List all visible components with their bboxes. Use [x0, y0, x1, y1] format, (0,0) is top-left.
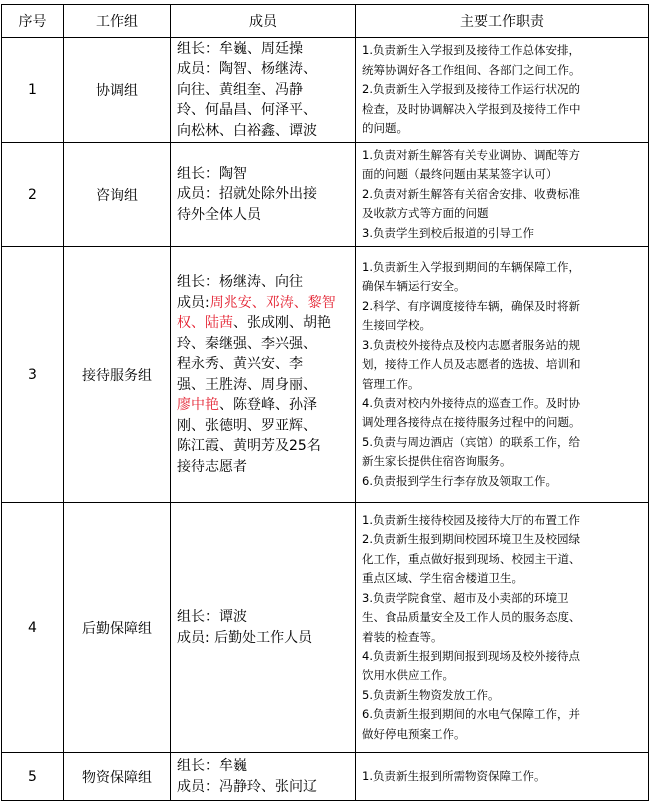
duty-line: 划，接待工作人员及志愿者的选拔、培训和	[362, 357, 581, 372]
member-text: 强、王胜涛、周身丽、	[177, 376, 317, 393]
member-line	[177, 205, 351, 226]
member-line	[177, 313, 351, 334]
member-text: 成员：冯静玲、张问辽	[177, 778, 317, 795]
member-text: 陈江霞、黄明芳及25名	[177, 438, 321, 454]
duty-line: 调处理各接待点在接待服务过程中的问题。	[362, 415, 581, 430]
member-line	[177, 39, 351, 60]
duty-line: 2.负责新生报到期间校园环境卫生及校园绿	[362, 532, 580, 547]
duty-line: 1.负责新生报到所需物资保障工作。	[362, 768, 546, 783]
duty-line: 4.负责新生报到期间报到现场及校外接待点	[362, 648, 580, 663]
cell-duties	[356, 247, 649, 503]
member-text: 程永秀、黄兴安、李	[177, 356, 303, 372]
member-text: 组长：杨继涛、向往	[177, 274, 303, 290]
member-text: 、张成刚、胡艳	[233, 315, 331, 331]
cell-group: 物资保障组	[64, 753, 171, 801]
member-line	[177, 100, 351, 121]
duty-line: 6.负责报到学生行李存放及领取工作。	[362, 473, 557, 488]
member-line	[177, 416, 351, 437]
cell-no: 3	[2, 247, 64, 503]
cell-members	[171, 247, 356, 503]
duty-line: 3.负责学院食堂、超市及小卖部的环境卫	[362, 590, 569, 605]
cell-duties	[356, 143, 649, 247]
member-line	[177, 80, 351, 101]
duty-line: 5.负责新生物资发放工作。	[362, 687, 500, 702]
duty-line: 检查，及时协调解决入学报到及接待工作中	[362, 101, 581, 116]
table-row	[2, 247, 649, 503]
duty-line: 2.负责新生入学报到及接待工作运行状况的	[362, 82, 580, 97]
duty-line: 管理工作。	[362, 376, 420, 391]
cell-members	[171, 503, 356, 753]
duty-line: 及收款方式等方面的问题	[362, 206, 489, 221]
member-text: 成员：陶智、杨继涛、	[177, 61, 317, 78]
member-text: 成员: 后勤处工作人员	[177, 629, 313, 646]
cell-group: 咨询组	[64, 143, 171, 247]
duty-line: 统筹协调好各工作组间、各部门之间工作。	[362, 62, 581, 77]
duty-line: 的问题。	[362, 121, 408, 136]
duty-line: 4.负责对校内外接待点的巡查工作。及时协	[362, 395, 580, 410]
member-line	[177, 395, 351, 416]
member-text: 刚、张德明、罗亚辉、	[177, 417, 317, 434]
member-line	[177, 457, 351, 478]
duty-line: 饮用水供应工作。	[362, 668, 454, 683]
member-line	[177, 436, 351, 457]
member-line	[177, 756, 351, 777]
cell-duties	[356, 38, 649, 143]
member-name-highlighted: 周兆安、邓涛、黎智	[209, 294, 336, 311]
duty-line: 3.负责校外接待点及校内志愿者服务站的规	[362, 337, 580, 352]
duty-line: 确保车辆运行安全。	[362, 279, 466, 294]
cell-duties	[356, 753, 649, 801]
member-line	[177, 375, 351, 396]
member-line	[177, 293, 351, 314]
member-text: 玲、何晶昌、何泽平、	[177, 102, 317, 119]
member-text: 组长：牟巍、周廷操	[177, 40, 303, 57]
member-line	[177, 272, 351, 293]
cell-no: 5	[2, 753, 64, 801]
duty-line: 生接回学校。	[362, 318, 431, 333]
work-group-table	[1, 4, 649, 801]
duty-line: 生、食品质量安全及工作人员的服务态度、	[362, 610, 581, 625]
duty-line: 1.负责对新生解答有关专业调协、调配等方	[362, 147, 580, 162]
header-no: 序号	[2, 5, 64, 38]
member-line	[177, 184, 351, 205]
member-line	[177, 628, 351, 649]
member-text: 待外全体人员	[177, 206, 261, 223]
duty-line: 3.负责学生到校后报道的引导工作	[362, 225, 534, 240]
member-text: 玲、秦继强、李兴强、	[177, 335, 317, 352]
cell-no: 2	[2, 143, 64, 247]
header-row	[2, 5, 649, 38]
member-line	[177, 777, 351, 798]
duty-line: 1.负责新生入学报到及接待工作总体安排，	[362, 43, 580, 58]
member-text: 向松林、白裕鑫、谭波	[177, 122, 317, 139]
duty-line: 1.负责新生接待校园及接待大厅的布置工作	[362, 513, 580, 528]
cell-group: 后勤保障组	[64, 503, 171, 753]
cell-members	[171, 143, 356, 247]
member-text: 组长：陶智	[177, 165, 247, 182]
header-duties: 主要工作职责	[356, 5, 649, 38]
member-text: 成员：招就处除外出接	[177, 186, 317, 203]
duty-line: 1.负责新生入学报到期间的车辆保障工作，	[362, 260, 580, 275]
duty-line: 做好停电预案工作。	[362, 726, 466, 741]
duty-line: 重点区域、学生宿舍楼道卫生。	[362, 571, 523, 586]
duty-line: 2.科学、有序调度接待车辆，确保及时将新	[362, 298, 580, 313]
cell-duties	[356, 503, 649, 753]
header-members: 成员	[171, 5, 356, 38]
member-line	[177, 354, 351, 375]
cell-group: 接待服务组	[64, 247, 171, 503]
member-text: 、陈登峰、孙泽	[219, 397, 317, 413]
duty-line: 着装的检查等。	[362, 629, 443, 644]
duty-line: 2.负责对新生解答有关宿舍安排、收费标准	[362, 186, 580, 201]
header-group: 工作组	[64, 5, 171, 38]
member-name-highlighted: 权、陆茜	[177, 315, 233, 331]
member-text: 组长：谭波	[177, 609, 247, 625]
member-line	[177, 121, 351, 142]
member-text: 组长：牟巍	[177, 758, 247, 774]
duty-line: 6.负责新生报到期间的水电气保障工作，并	[362, 707, 580, 722]
member-text: 向往、黄组奎、冯静	[177, 81, 303, 98]
cell-no: 4	[2, 503, 64, 753]
cell-group: 协调组	[64, 38, 171, 143]
member-text: 成员:	[177, 294, 210, 311]
table-row	[2, 503, 649, 753]
member-text: 接待志愿者	[177, 458, 247, 475]
member-line	[177, 59, 351, 80]
member-name-highlighted: 廖中艳	[177, 397, 219, 413]
table-row	[2, 143, 649, 247]
cell-no: 1	[2, 38, 64, 143]
duty-line: 面的问题（最终问题由某某签字认可）	[362, 167, 558, 182]
cell-members	[171, 38, 356, 143]
member-line	[177, 164, 351, 185]
table-row	[2, 753, 649, 801]
duty-line: 化工作，重点做好报到现场、校园主干道、	[362, 551, 581, 566]
cell-members	[171, 753, 356, 801]
member-line	[177, 607, 351, 628]
duty-line: 5.负责与周边酒店（宾馆）的联系工作，给	[362, 434, 580, 449]
table-row	[2, 38, 649, 143]
duty-line: 新生家长提供住宿咨询服务。	[362, 454, 512, 469]
member-line	[177, 334, 351, 355]
table-body	[2, 38, 649, 801]
